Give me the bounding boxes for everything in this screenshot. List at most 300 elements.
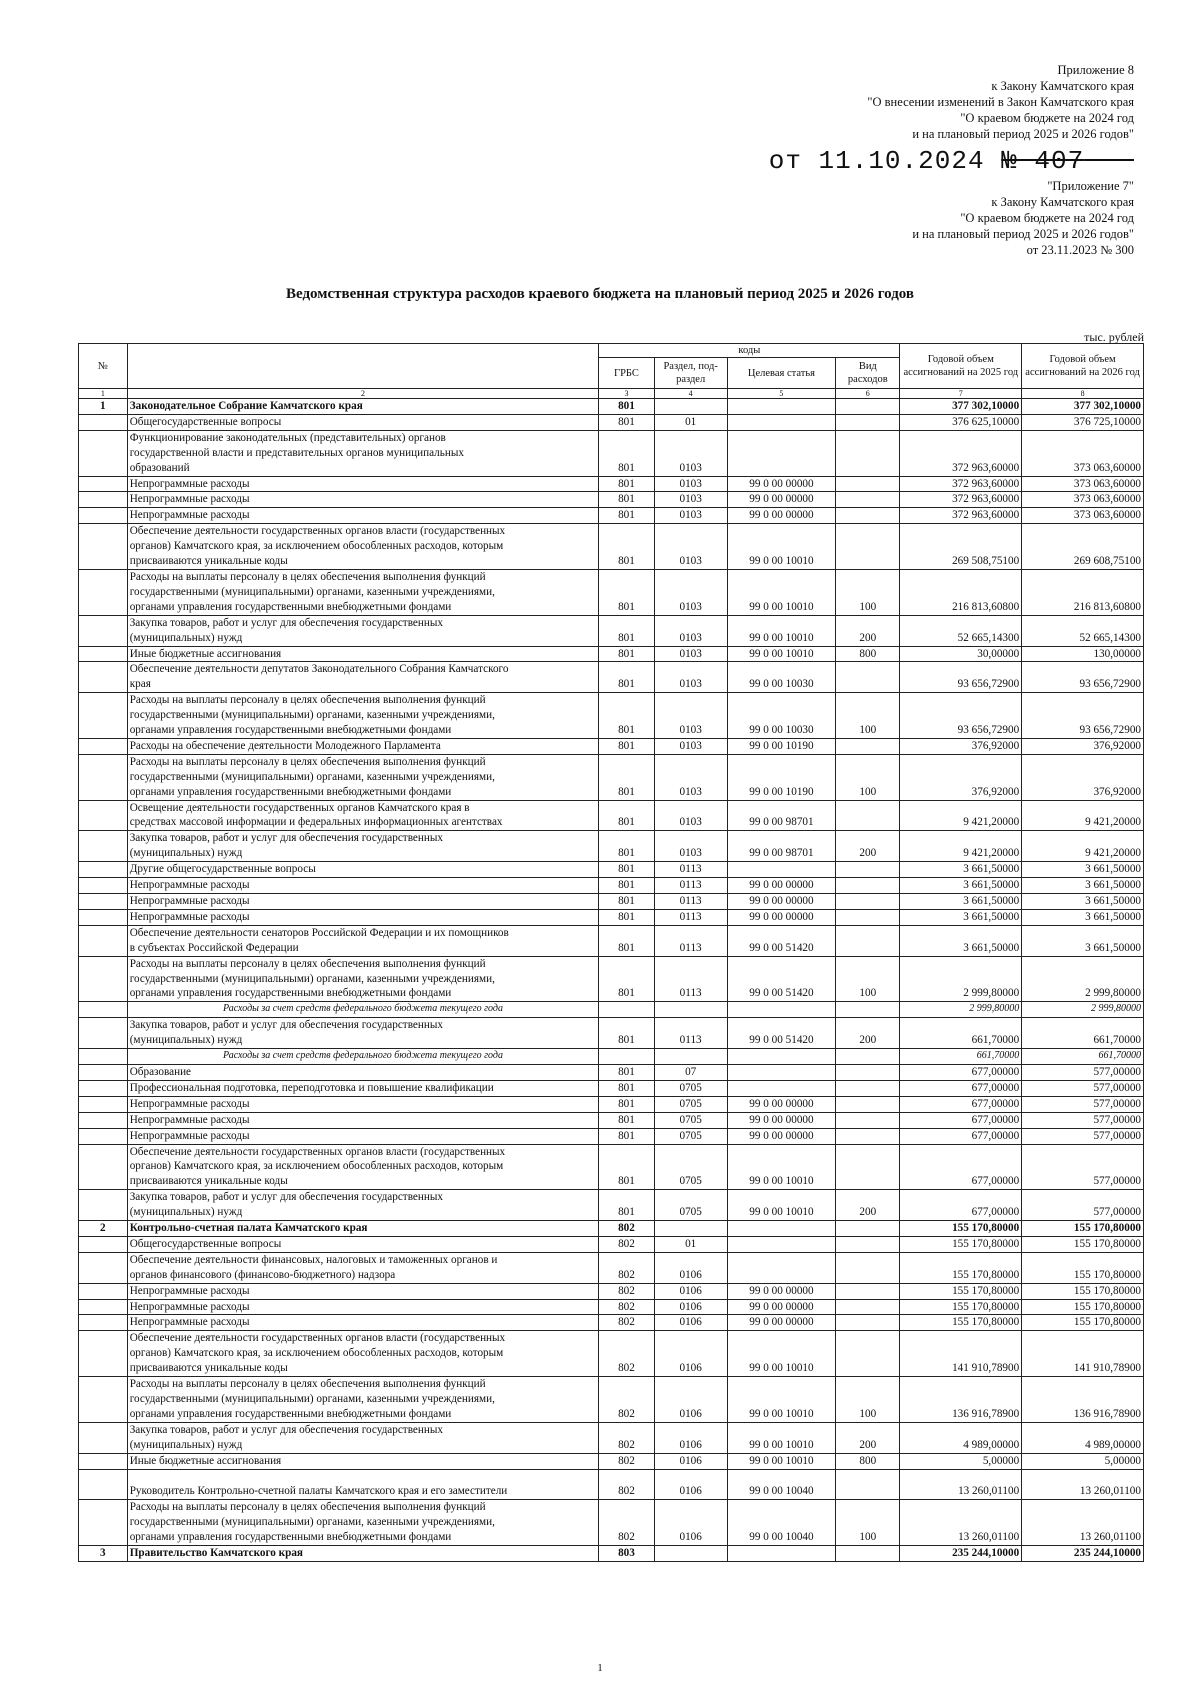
row-name-line: органов финансового (финансово-бюджетного) надзора bbox=[129, 1268, 396, 1281]
row-number: 3 bbox=[79, 1546, 128, 1562]
row-expense-type bbox=[836, 800, 900, 831]
row-name-line: Непрограммные расходы bbox=[129, 493, 250, 506]
row-name bbox=[127, 754, 599, 800]
row-section: 0103 bbox=[654, 430, 727, 476]
row-amount-2026: 373 063,60000 bbox=[1022, 430, 1144, 476]
row-expense-type bbox=[836, 524, 900, 570]
row-expense-type bbox=[836, 492, 900, 508]
row-section: 0705 bbox=[654, 1096, 727, 1112]
row-name bbox=[127, 492, 599, 508]
row-grbs: 801 bbox=[599, 399, 654, 415]
row-amount-2026: 661,70000 bbox=[1022, 1018, 1144, 1049]
row-amount-2026: 9 421,20000 bbox=[1022, 831, 1144, 862]
row-target-item: 99 0 00 10010 bbox=[727, 1190, 835, 1221]
row-section: 0103 bbox=[654, 492, 727, 508]
row-number bbox=[79, 1018, 128, 1049]
row-amount-2026: 577,00000 bbox=[1022, 1080, 1144, 1096]
row-expense-type bbox=[836, 1469, 900, 1500]
row-expense-type bbox=[836, 1096, 900, 1112]
row-name-line: органами управления государственными внебюджетными фондами bbox=[129, 785, 452, 798]
row-number bbox=[79, 1299, 128, 1315]
row-name-line: государственными (муниципальными) органами, казенными учреждениями, bbox=[129, 1516, 495, 1529]
col-header-num: № bbox=[79, 344, 128, 389]
row-number bbox=[79, 1315, 128, 1331]
row-grbs: 801 bbox=[599, 569, 654, 615]
row-name-line: Непрограммные расходы bbox=[129, 1300, 250, 1313]
row-amount-2025: 677,00000 bbox=[900, 1144, 1022, 1190]
table-row bbox=[79, 831, 1144, 862]
row-amount-2026: 269 608,75100 bbox=[1022, 524, 1144, 570]
table-row bbox=[79, 1190, 1144, 1221]
row-amount-2025: 30,00000 bbox=[900, 646, 1022, 662]
table-row bbox=[79, 524, 1144, 570]
row-number bbox=[79, 524, 128, 570]
row-expense-type bbox=[836, 1252, 900, 1283]
row-expense-type bbox=[836, 414, 900, 430]
row-section: 0103 bbox=[654, 754, 727, 800]
row-target-item: 99 0 00 00000 bbox=[727, 1096, 835, 1112]
row-name-line: Обеспечение деятельности сенаторов Российской Федерации и их помощников bbox=[129, 926, 509, 939]
row-number: 2 bbox=[79, 1221, 128, 1237]
row-grbs: 802 bbox=[599, 1252, 654, 1283]
row-section: 0113 bbox=[654, 878, 727, 894]
appendix-header bbox=[769, 62, 1134, 258]
table-row bbox=[79, 1128, 1144, 1144]
table-row bbox=[79, 476, 1144, 492]
row-target-item bbox=[727, 414, 835, 430]
row-name-line: Непрограммные расходы bbox=[129, 910, 250, 923]
row-target-item: 99 0 00 10010 bbox=[727, 1422, 835, 1453]
row-grbs: 801 bbox=[599, 476, 654, 492]
row-name bbox=[127, 693, 599, 739]
row-expense-type bbox=[836, 1049, 900, 1065]
row-expense-type: 100 bbox=[836, 1500, 900, 1546]
row-amount-2026: 3 661,50000 bbox=[1022, 909, 1144, 925]
row-number bbox=[79, 414, 128, 430]
row-expense-type: 200 bbox=[836, 1018, 900, 1049]
row-name-line: Иные бюджетные ассигнования bbox=[129, 1454, 282, 1467]
header-line: "Приложение 7" bbox=[1047, 179, 1134, 193]
row-name-line: органов) Камчатского края, за исключением обособленных расходов, которым bbox=[129, 1347, 504, 1360]
row-target-item: 99 0 00 51420 bbox=[727, 925, 835, 956]
row-amount-2025: 155 170,80000 bbox=[900, 1221, 1022, 1237]
table-row bbox=[79, 1112, 1144, 1128]
row-section: 0106 bbox=[654, 1422, 727, 1453]
row-name-line: края bbox=[129, 678, 151, 691]
row-name-line: органами управления государственными внебюджетными фондами bbox=[129, 987, 452, 1000]
row-section: 0705 bbox=[654, 1128, 727, 1144]
row-number bbox=[79, 1002, 128, 1018]
header-line: к Закону Камчатского края bbox=[991, 195, 1134, 209]
row-grbs: 801 bbox=[599, 524, 654, 570]
row-amount-2025: 677,00000 bbox=[900, 1112, 1022, 1128]
row-number bbox=[79, 909, 128, 925]
row-amount-2026: 373 063,60000 bbox=[1022, 476, 1144, 492]
table-row bbox=[79, 399, 1144, 415]
column-index: 7 bbox=[900, 389, 1022, 399]
row-name-line: средствах массовой информации и федеральных информационных агентствах bbox=[129, 816, 503, 829]
row-name bbox=[127, 1500, 599, 1546]
row-amount-2025: 376,92000 bbox=[900, 754, 1022, 800]
column-index: 8 bbox=[1022, 389, 1144, 399]
row-expense-type: 200 bbox=[836, 831, 900, 862]
table-row bbox=[79, 1283, 1144, 1299]
row-name bbox=[127, 738, 599, 754]
row-name-line: Профессиональная подготовка, переподготовка и повышение квалификации bbox=[129, 1081, 494, 1094]
row-expense-type bbox=[836, 476, 900, 492]
row-number bbox=[79, 1144, 128, 1190]
row-name-line: (муниципальных) нужд bbox=[129, 631, 243, 644]
row-name bbox=[127, 430, 599, 476]
row-expense-type bbox=[836, 1236, 900, 1252]
row-number bbox=[79, 1049, 128, 1065]
row-name bbox=[127, 399, 599, 415]
row-name bbox=[127, 1469, 599, 1500]
row-name-line: органами управления государственными внебюджетными фондами bbox=[129, 1407, 452, 1420]
row-name-line: Закупка товаров, работ и услуг для обеспечения государственных bbox=[129, 832, 443, 845]
row-grbs: 802 bbox=[599, 1422, 654, 1453]
row-name bbox=[127, 1049, 599, 1065]
row-section: 0705 bbox=[654, 1080, 727, 1096]
row-amount-2026: 155 170,80000 bbox=[1022, 1252, 1144, 1283]
row-amount-2026: 155 170,80000 bbox=[1022, 1236, 1144, 1252]
header-line: Приложение 8 bbox=[1057, 63, 1134, 77]
row-amount-2026: 377 302,10000 bbox=[1022, 399, 1144, 415]
column-index: 6 bbox=[836, 389, 900, 399]
row-section: 0106 bbox=[654, 1283, 727, 1299]
row-grbs: 801 bbox=[599, 754, 654, 800]
row-expense-type: 100 bbox=[836, 754, 900, 800]
row-amount-2026: 216 813,60800 bbox=[1022, 569, 1144, 615]
row-grbs: 802 bbox=[599, 1331, 654, 1377]
row-section: 0705 bbox=[654, 1190, 727, 1221]
row-target-item: 99 0 00 10010 bbox=[727, 1453, 835, 1469]
table-row bbox=[79, 1236, 1144, 1252]
row-number bbox=[79, 615, 128, 646]
row-expense-type bbox=[836, 1002, 900, 1018]
row-expense-type bbox=[836, 1128, 900, 1144]
row-target-item bbox=[727, 1080, 835, 1096]
row-name-line: Руководитель Контрольно-счетной палаты Камчатского края и его заместители bbox=[129, 1485, 508, 1498]
row-section: 0103 bbox=[654, 800, 727, 831]
row-name bbox=[127, 800, 599, 831]
col-header-vr: Вид расходов bbox=[836, 358, 900, 389]
row-grbs: 801 bbox=[599, 1190, 654, 1221]
row-amount-2026: 3 661,50000 bbox=[1022, 878, 1144, 894]
row-amount-2025: 372 963,60000 bbox=[900, 476, 1022, 492]
row-name bbox=[127, 1080, 599, 1096]
row-amount-2025: 155 170,80000 bbox=[900, 1315, 1022, 1331]
row-name-line: (муниципальных) нужд bbox=[129, 1206, 243, 1219]
row-amount-2026: 2 999,80000 bbox=[1022, 956, 1144, 1002]
table-row bbox=[79, 1331, 1144, 1377]
row-name-line: Непрограммные расходы bbox=[129, 1129, 250, 1142]
row-name-line: (муниципальных) нужд bbox=[129, 1438, 243, 1451]
row-target-item: 99 0 00 00000 bbox=[727, 1299, 835, 1315]
row-amount-2025: 13 260,01100 bbox=[900, 1469, 1022, 1500]
row-name-line: Правительство Камчатского края bbox=[129, 1547, 303, 1560]
row-number bbox=[79, 1252, 128, 1283]
row-expense-type: 100 bbox=[836, 569, 900, 615]
col-header-codes: коды bbox=[599, 344, 900, 358]
row-name-line: Обеспечение деятельности государственных органов власти (государственных bbox=[129, 1332, 506, 1345]
row-amount-2026: 661,70000 bbox=[1022, 1049, 1144, 1065]
column-index: 3 bbox=[599, 389, 654, 399]
row-number bbox=[79, 1190, 128, 1221]
row-grbs: 801 bbox=[599, 646, 654, 662]
row-name-line: Непрограммные расходы bbox=[129, 1284, 250, 1297]
row-amount-2026: 155 170,80000 bbox=[1022, 1315, 1144, 1331]
row-name-line: государственными (муниципальными) органами, казенными учреждениями, bbox=[129, 585, 495, 598]
table-row bbox=[79, 414, 1144, 430]
row-amount-2025: 13 260,01100 bbox=[900, 1500, 1022, 1546]
row-grbs: 801 bbox=[599, 831, 654, 862]
row-target-item: 99 0 00 10010 bbox=[727, 646, 835, 662]
row-number bbox=[79, 894, 128, 910]
row-target-item: 99 0 00 00000 bbox=[727, 1315, 835, 1331]
budget-table bbox=[78, 343, 1144, 1562]
row-amount-2025: 136 916,78900 bbox=[900, 1377, 1022, 1423]
row-amount-2026: 93 656,72900 bbox=[1022, 662, 1144, 693]
row-grbs: 801 bbox=[599, 1112, 654, 1128]
row-grbs: 801 bbox=[599, 1144, 654, 1190]
row-amount-2025: 52 665,14300 bbox=[900, 615, 1022, 646]
row-name-line: государственной власти и представительных органов муниципальных bbox=[129, 446, 464, 459]
row-name-line: органами управления государственными внебюджетными фондами bbox=[129, 600, 452, 613]
row-target-item: 99 0 00 51420 bbox=[727, 956, 835, 1002]
row-section: 07 bbox=[654, 1064, 727, 1080]
row-number bbox=[79, 1064, 128, 1080]
column-index: 4 bbox=[654, 389, 727, 399]
row-name-line: Законодательное Собрание Камчатского края bbox=[129, 400, 363, 412]
row-name-line: Функционирование законодательных (представительных) органов bbox=[129, 431, 446, 444]
row-name-line: Расходы на обеспечение деятельности Молодежного Парламента bbox=[129, 739, 441, 752]
row-amount-2026: 155 170,80000 bbox=[1022, 1299, 1144, 1315]
row-section: 0113 bbox=[654, 925, 727, 956]
row-target-item: 99 0 00 98701 bbox=[727, 831, 835, 862]
row-amount-2026: 52 665,14300 bbox=[1022, 615, 1144, 646]
law-date: от 11.10.2024 bbox=[768, 146, 985, 176]
row-amount-2026: 3 661,50000 bbox=[1022, 862, 1144, 878]
row-name-line: органов) Камчатского края, за исключением обособленных расходов, которым bbox=[129, 1160, 504, 1173]
row-section bbox=[654, 399, 727, 415]
row-name-line: Непрограммные расходы bbox=[129, 1097, 250, 1110]
row-name bbox=[127, 1236, 599, 1252]
row-section: 0106 bbox=[654, 1469, 727, 1500]
col-header-rz: Раздел, под-раздел bbox=[654, 358, 727, 389]
table-row bbox=[79, 925, 1144, 956]
row-name-line: государственными (муниципальными) органами, казенными учреждениями, bbox=[129, 770, 495, 783]
row-name bbox=[127, 646, 599, 662]
row-name-line: Непрограммные расходы bbox=[129, 1113, 250, 1126]
col-header-2026: Годовой объем ассигнований на 2026 год bbox=[1022, 344, 1144, 389]
table-row bbox=[79, 754, 1144, 800]
row-name-line: Контрольно-счетная палата Камчатского края bbox=[129, 1222, 368, 1235]
document-title: Ведомственная структура расходов краевого бюджета на плановый период 2025 и 2026 годов bbox=[285, 286, 915, 302]
row-section: 0106 bbox=[654, 1252, 727, 1283]
row-amount-2025: 677,00000 bbox=[900, 1064, 1022, 1080]
row-name-line: Освещение деятельности государственных органов Камчатского края в bbox=[129, 801, 470, 814]
row-amount-2026: 577,00000 bbox=[1022, 1096, 1144, 1112]
row-expense-type bbox=[836, 862, 900, 878]
row-target-item bbox=[727, 1546, 835, 1562]
row-number bbox=[79, 754, 128, 800]
row-name-line: Закупка товаров, работ и услуг для обеспечения государственных bbox=[129, 1191, 443, 1204]
row-name-line: образований bbox=[129, 461, 190, 474]
row-name-line: органов) Камчатского края, за исключением обособленных расходов, которым bbox=[129, 540, 504, 553]
row-number bbox=[79, 476, 128, 492]
row-expense-type: 800 bbox=[836, 646, 900, 662]
row-number bbox=[79, 800, 128, 831]
row-expense-type bbox=[836, 894, 900, 910]
row-name-line: Закупка товаров, работ и услуг для обеспечения государственных bbox=[129, 616, 443, 629]
table-row bbox=[79, 693, 1144, 739]
row-name-line: Иные бюджетные ассигнования bbox=[129, 647, 282, 660]
row-number bbox=[79, 862, 128, 878]
budget-table-body bbox=[79, 399, 1144, 1562]
table-row bbox=[79, 1002, 1144, 1018]
row-name bbox=[127, 1221, 599, 1237]
row-name bbox=[127, 662, 599, 693]
row-amount-2026: 577,00000 bbox=[1022, 1064, 1144, 1080]
row-grbs: 801 bbox=[599, 1064, 654, 1080]
row-amount-2026: 2 999,80000 bbox=[1022, 1002, 1144, 1018]
row-target-item: 99 0 00 00000 bbox=[727, 894, 835, 910]
row-section: 0113 bbox=[654, 909, 727, 925]
row-target-item: 99 0 00 00000 bbox=[727, 476, 835, 492]
row-name-line: Непрограммные расходы bbox=[129, 895, 250, 907]
table-row bbox=[79, 894, 1144, 910]
row-name bbox=[127, 925, 599, 956]
table-row bbox=[79, 956, 1144, 1002]
row-name-line: Закупка товаров, работ и услуг для обеспечения государственных bbox=[129, 1019, 443, 1032]
row-name-line: (муниципальных) нужд bbox=[129, 847, 243, 860]
row-expense-type bbox=[836, 430, 900, 476]
row-name bbox=[127, 1546, 599, 1562]
row-section: 0103 bbox=[654, 615, 727, 646]
row-grbs: 802 bbox=[599, 1469, 654, 1500]
row-section: 0113 bbox=[654, 956, 727, 1002]
row-name bbox=[127, 615, 599, 646]
row-amount-2025: 155 170,80000 bbox=[900, 1299, 1022, 1315]
col-header-name bbox=[127, 344, 599, 389]
law-date-stamp bbox=[769, 146, 1134, 176]
row-amount-2026: 235 244,10000 bbox=[1022, 1546, 1144, 1562]
row-number bbox=[79, 1112, 128, 1128]
row-name-line: в субъектах Российской Федерации bbox=[129, 941, 299, 954]
column-index: 1 bbox=[79, 389, 128, 399]
table-row bbox=[79, 1546, 1144, 1562]
row-section: 0103 bbox=[654, 524, 727, 570]
row-amount-2026: 577,00000 bbox=[1022, 1144, 1144, 1190]
row-target-item: 99 0 00 10010 bbox=[727, 615, 835, 646]
row-section bbox=[654, 1002, 727, 1018]
row-expense-type bbox=[836, 1283, 900, 1299]
row-name-line: Общегосударственные вопросы bbox=[129, 415, 282, 428]
appendix-lines-top bbox=[769, 62, 1134, 142]
row-name bbox=[127, 476, 599, 492]
row-amount-2026: 373 063,60000 bbox=[1022, 492, 1144, 508]
row-expense-type bbox=[836, 662, 900, 693]
row-expense-type bbox=[836, 1064, 900, 1080]
header-line: от 23.11.2023 № 300 bbox=[1026, 243, 1134, 257]
row-number bbox=[79, 1236, 128, 1252]
row-target-item: 99 0 00 00000 bbox=[727, 909, 835, 925]
row-amount-2025: 3 661,50000 bbox=[900, 878, 1022, 894]
row-target-item: 99 0 00 00000 bbox=[727, 492, 835, 508]
row-name-line: Обеспечение деятельности финансовых, налоговых и таможенных органов и bbox=[129, 1253, 498, 1266]
row-number bbox=[79, 925, 128, 956]
row-name-line: Образование bbox=[129, 1065, 192, 1078]
column-index: 2 bbox=[127, 389, 599, 399]
row-number bbox=[79, 662, 128, 693]
row-grbs bbox=[599, 1049, 654, 1065]
row-amount-2026: 373 063,60000 bbox=[1022, 508, 1144, 524]
row-grbs: 801 bbox=[599, 1096, 654, 1112]
row-expense-type bbox=[836, 878, 900, 894]
table-row bbox=[79, 1252, 1144, 1283]
header-line: "О краевом бюджете на 2024 год bbox=[960, 211, 1134, 225]
row-name bbox=[127, 1252, 599, 1283]
row-expense-type bbox=[836, 508, 900, 524]
row-expense-type: 100 bbox=[836, 956, 900, 1002]
row-expense-type: 200 bbox=[836, 1190, 900, 1221]
row-section: 0103 bbox=[654, 831, 727, 862]
row-target-item bbox=[727, 399, 835, 415]
row-name-line: Расходы за счет средств федерального бюджета текущего года bbox=[222, 1003, 503, 1015]
row-amount-2026: 155 170,80000 bbox=[1022, 1283, 1144, 1299]
row-target-item: 99 0 00 98701 bbox=[727, 800, 835, 831]
row-target-item: 99 0 00 51420 bbox=[727, 1018, 835, 1049]
row-name-line: государственными (муниципальными) органами, казенными учреждениями, bbox=[129, 709, 495, 722]
row-amount-2026: 3 661,50000 bbox=[1022, 925, 1144, 956]
row-section: 0113 bbox=[654, 862, 727, 878]
header-line: "О краевом бюджете на 2024 год bbox=[960, 111, 1134, 125]
row-target-item: 99 0 00 10190 bbox=[727, 754, 835, 800]
row-number bbox=[79, 1453, 128, 1469]
row-target-item bbox=[727, 1221, 835, 1237]
row-grbs: 801 bbox=[599, 738, 654, 754]
row-name bbox=[127, 1112, 599, 1128]
row-grbs: 803 bbox=[599, 1546, 654, 1562]
table-row bbox=[79, 1144, 1144, 1190]
row-number bbox=[79, 1283, 128, 1299]
row-name bbox=[127, 909, 599, 925]
row-amount-2025: 9 421,20000 bbox=[900, 831, 1022, 862]
row-amount-2025: 216 813,60800 bbox=[900, 569, 1022, 615]
row-target-item bbox=[727, 1252, 835, 1283]
row-name bbox=[127, 1422, 599, 1453]
row-number bbox=[79, 492, 128, 508]
page-number: 1 bbox=[597, 1662, 603, 1674]
row-amount-2025: 2 999,80000 bbox=[900, 1002, 1022, 1018]
row-amount-2025: 661,70000 bbox=[900, 1018, 1022, 1049]
row-number bbox=[79, 1469, 128, 1500]
row-grbs: 801 bbox=[599, 1128, 654, 1144]
row-name bbox=[127, 1299, 599, 1315]
row-target-item bbox=[727, 1049, 835, 1065]
row-amount-2026: 577,00000 bbox=[1022, 1128, 1144, 1144]
row-section: 0705 bbox=[654, 1144, 727, 1190]
row-target-item: 99 0 00 00000 bbox=[727, 1128, 835, 1144]
row-amount-2025: 372 963,60000 bbox=[900, 492, 1022, 508]
header-line: и на плановый период 2025 и 2026 годов" bbox=[912, 127, 1134, 141]
header-line: "О внесении изменений в Закон Камчатского края bbox=[867, 95, 1134, 109]
row-number bbox=[79, 1096, 128, 1112]
table-row bbox=[79, 1080, 1144, 1096]
row-name bbox=[127, 1018, 599, 1049]
row-grbs: 801 bbox=[599, 1080, 654, 1096]
